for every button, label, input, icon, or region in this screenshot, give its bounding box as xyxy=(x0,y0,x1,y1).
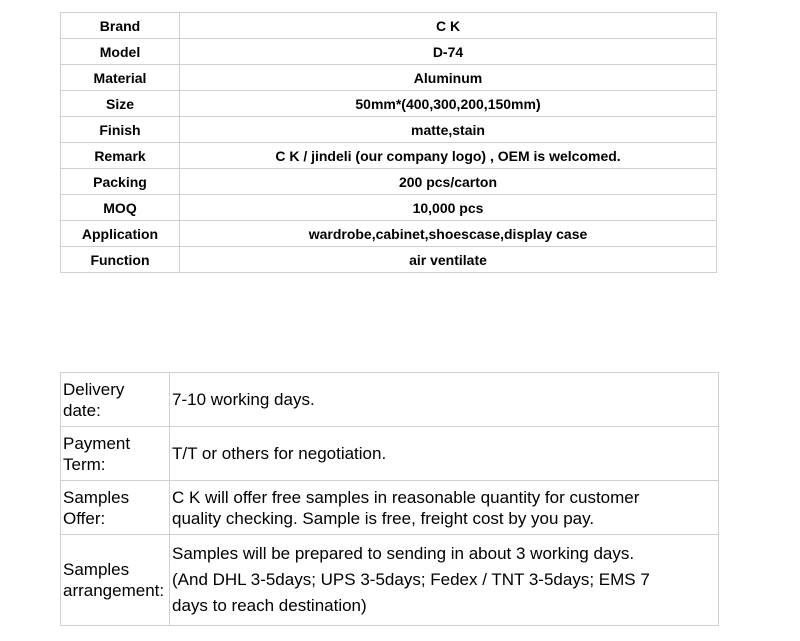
spec-label: Material xyxy=(61,65,180,91)
spec-value: C K / jindeli (our company logo) , OEM is welcomed. xyxy=(180,143,717,169)
spec-row-packing xyxy=(61,169,717,195)
spec-value: 50mm*(400,300,200,150mm) xyxy=(180,91,717,117)
spec-row-application xyxy=(61,221,717,247)
spec-row-size xyxy=(61,91,717,117)
terms-label xyxy=(61,535,170,626)
spec-value: air ventilate xyxy=(180,247,717,273)
spec-row-moq xyxy=(61,195,717,221)
terms-row-delivery-date xyxy=(61,373,719,427)
spec-label: Model xyxy=(61,39,180,65)
spec-row-brand xyxy=(61,13,717,39)
spec-label: Packing xyxy=(61,169,180,195)
terms-value-line: quality checking. Sample is free, freight cost by you pay. xyxy=(172,508,595,528)
spec-label: Size xyxy=(61,91,180,117)
terms-label-line: Samples xyxy=(63,487,130,507)
terms-label xyxy=(61,427,170,481)
terms-label-line: Payment xyxy=(63,433,131,453)
terms-row-samples-offer xyxy=(61,481,719,535)
spec-value: wardrobe,cabinet,shoescase,display case xyxy=(180,221,717,247)
spec-label: Function xyxy=(61,247,180,273)
terms-value xyxy=(170,481,719,535)
spec-value: 10,000 pcs xyxy=(180,195,717,221)
terms-label xyxy=(61,481,170,535)
terms-label-line: Term: xyxy=(63,454,106,474)
terms-label-line: arrangement: xyxy=(63,581,165,600)
spec-value: Aluminum xyxy=(180,65,717,91)
terms-value-line: C K will offer free samples in reasonable quantity for customer xyxy=(172,487,640,507)
terms-value xyxy=(170,535,719,626)
terms-label-line: date: xyxy=(63,400,101,420)
spec-value: C K xyxy=(180,13,717,39)
terms-row-payment-term xyxy=(61,427,719,481)
spec-row-function xyxy=(61,247,717,273)
terms-label-line: Samples xyxy=(63,560,130,579)
spec-label: Brand xyxy=(61,13,180,39)
spec-label: Application xyxy=(61,221,180,247)
spec-label: MOQ xyxy=(61,195,180,221)
spec-row-model xyxy=(61,39,717,65)
spec-row-finish xyxy=(61,117,717,143)
spec-value: matte,stain xyxy=(180,117,717,143)
terms-value xyxy=(170,427,719,481)
product-spec-table xyxy=(60,12,717,273)
spec-label: Finish xyxy=(61,117,180,143)
terms-label-line: Offer: xyxy=(63,508,106,528)
spec-value: D-74 xyxy=(180,39,717,65)
spec-value: 200 pcs/carton xyxy=(180,169,717,195)
terms-value-line: T/T or others for negotiation. xyxy=(172,444,387,463)
terms-value-line: (And DHL 3-5days; UPS 3-5days; Fedex / TNT 3-5days; EMS 7 xyxy=(172,570,650,589)
terms-value-line: Samples will be prepared to sending in about 3 working days. xyxy=(172,544,635,563)
spec-label: Remark xyxy=(61,143,180,169)
terms-value-line: 7-10 working days. xyxy=(172,390,315,409)
spec-row-material xyxy=(61,65,717,91)
terms-value xyxy=(170,373,719,427)
terms-value-line: days to reach destination) xyxy=(172,596,367,615)
terms-label-line: Delivery xyxy=(63,379,125,399)
terms-label xyxy=(61,373,170,427)
trade-terms-table xyxy=(60,372,719,626)
terms-row-samples-arrangement xyxy=(61,535,719,626)
spec-row-remark xyxy=(61,143,717,169)
